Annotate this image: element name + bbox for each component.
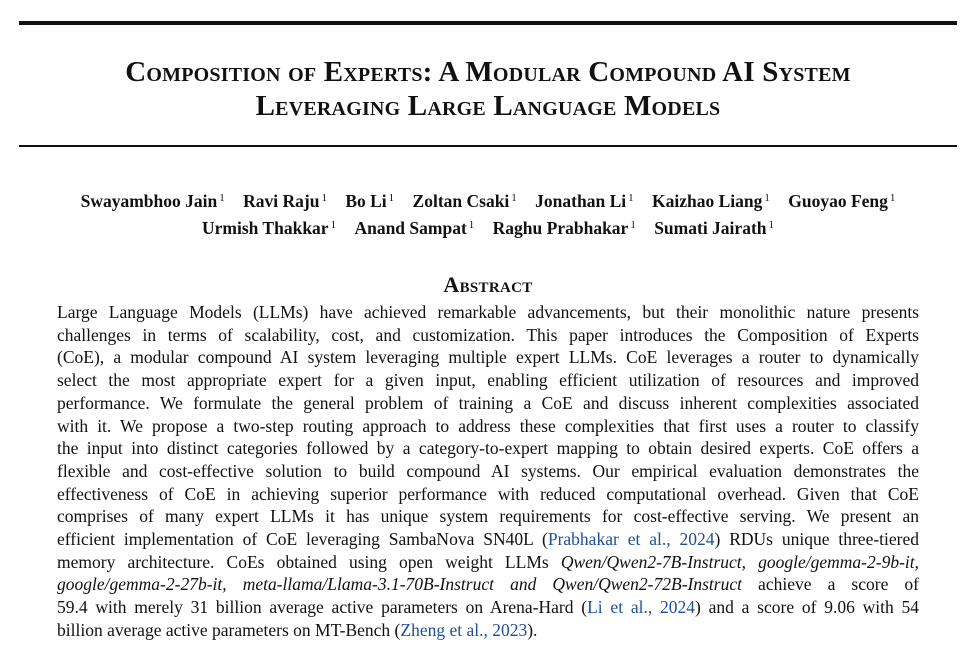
abstract-line: challenges in terms of scalability, cost, and customization. This paper introduces the Composition of Experts xyxy=(57,324,919,345)
author: Guoyao Feng $^1$ xyxy=(788,191,896,211)
author: Kaizhao Liang $^1$ xyxy=(651,191,770,211)
citation-link[interactable]: Li et al., 2024 xyxy=(587,597,695,618)
abstract-line: 59.4 with merely 31 billion average active parameters on Arena-Hard (Li et al., 2024) and a score of 9.06 with 54 xyxy=(57,597,920,618)
title-line-1: Composition of Experts: A Modular Compound AI System xyxy=(125,56,851,88)
author: Zoltan Csaki $^1$ xyxy=(412,191,517,211)
author-line-2 xyxy=(19,213,957,240)
author: Swayambhoo Jain $^1$ xyxy=(80,191,225,211)
abstract-line: google/gemma-2-27b-it, meta-llama/Llama-3.1-70B-Instruct and Qwen/Qwen2-72B-Instruct achieve a score of xyxy=(57,574,919,595)
abstract-line: select the most appropriate expert for a given input, enabling efficient utilization of resources and improved xyxy=(57,370,919,391)
abstract-line: efficient implementation of CoE leveraging SambaNova SN40L (Prabhakar et al., 2024) RDUs unique three-tiered xyxy=(57,529,920,550)
author: Raghu Prabhakar $^1$ xyxy=(492,218,636,238)
author: Anand Sampat $^1$ xyxy=(354,218,475,238)
abstract-line: (CoE), a modular compound AI system leveraging multiple expert LLMs. CoE leverages a router to dynamically xyxy=(57,347,919,368)
citation-link[interactable]: Prabhakar et al., 2024 xyxy=(547,529,715,550)
abstract-line: effectiveness of CoE in achieving superior performance with reduced computational overhead. Given that CoE xyxy=(57,483,919,504)
paper-title xyxy=(19,55,957,123)
title-line-2: Leveraging Large Language Models xyxy=(255,90,721,122)
author-list xyxy=(19,186,957,240)
author: Jonathan Li $^1$ xyxy=(535,191,634,211)
abstract-line: comprises of many expert LLMs it has unique system requirements for cost-effective serving. We present an xyxy=(57,506,919,527)
abstract-line: the input into distinct categories followed by a category-to-expert mapping to obtain desired experts. CoE offers a xyxy=(57,438,919,459)
abstract-line: billion average active parameters on MT-Bench (Zheng et al., 2023). xyxy=(57,619,538,640)
top-rule xyxy=(19,21,957,25)
abstract-line: with it. We propose a two-step routing approach to address these complexities that first uses a router to classify xyxy=(57,415,919,436)
abstract-line: performance. We formulate the general problem of training a CoE and discuss inherent complexities associated xyxy=(57,392,919,413)
author: Ravi Raju $^1$ xyxy=(243,191,327,211)
author-line-1 xyxy=(19,186,957,213)
abstract-heading: Abstract xyxy=(443,272,533,297)
model-names: google/gemma-2-27b-it, meta-llama/Llama-3.1-70B-Instruct and Qwen/Qwen2-72B-Instruct xyxy=(57,574,742,595)
bottom-rule xyxy=(19,145,957,147)
abstract-line: Large Language Models (LLMs) have achieved remarkable advancements, but their monolithic nature presents xyxy=(57,302,919,322)
author: Sumati Jairath $^1$ xyxy=(654,218,775,238)
citation-link[interactable]: Zheng et al., 2023 xyxy=(400,619,528,640)
abstract-line: memory architecture. CoEs obtained using open weight LLMs Qwen/Qwen2-7B-Instruct, google/gemma-2-9b-it, xyxy=(57,551,920,572)
author: Bo Li $^1$ xyxy=(345,191,395,211)
author: Urmish Thakkar $^1$ xyxy=(201,218,337,238)
model-names: Qwen/Qwen2-7B-Instruct, google/gemma-2-9b-it, xyxy=(560,551,920,572)
abstract-body xyxy=(57,301,919,642)
abstract-line: flexible and cost-effective solution to build compound AI systems. Our empirical evaluation demonstrates the xyxy=(57,460,919,481)
